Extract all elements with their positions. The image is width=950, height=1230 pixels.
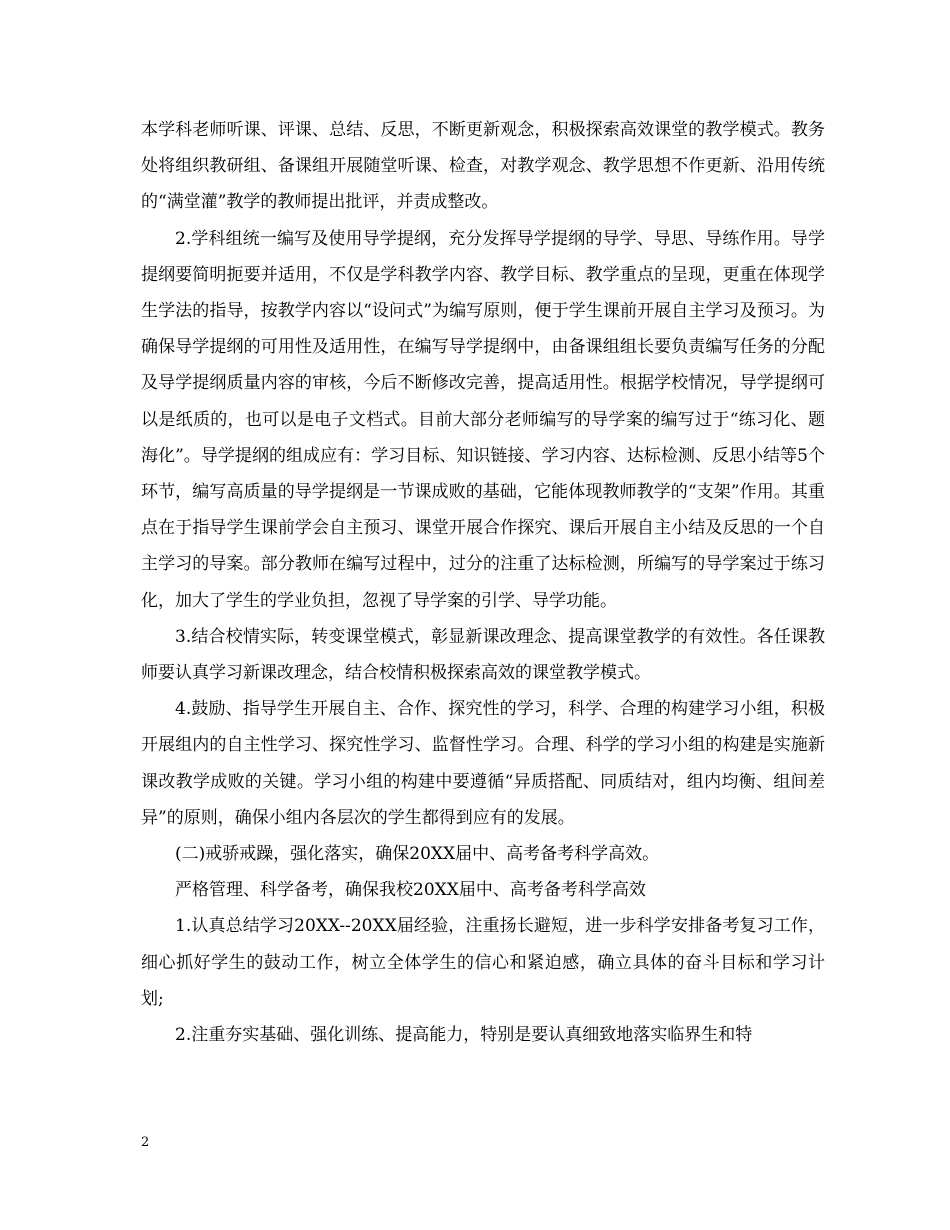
paragraph-classroom-mode: 3.结合校情实际，转变课堂模式，彰显新课改理念、提高课堂教学的有效性。各任课教师要认真学习新课改理念，结合校情积极探索高效的课堂教学模式。 [141,626,825,684]
paragraph-observation: 本学科老师听课、评课、总结、反思，不断更新观念，积极探索高效课堂的教学模式。教务处将组织教研组、备课组开展随堂听课、检查，对教学观念、教学思想不作更新、沿用传统的“满堂灌”教学的教师提出批评，并责成整改。 [141,120,825,213]
document-body [141,112,825,1053]
paragraph-study-groups: 4.鼓励、指导学生开展自主、合作、探究性的学习，科学、合理的构建学习小组，积极开展组内的自主性学习、探究性学习、监督性学习。合理、科学的学习小组的构建是实施新课改教学成败的关键。学习小组的构建中要遵循“异质搭配、同质结对，组内均衡、组间差异”的原则，确保小组内各层次的学生都得到应有的发展。 [141,699,825,828]
paragraph-summary-experience: 1.认真总结学习20XX--20XX届经验，注重扬长避短，进一步科学安排备考复习工作，细心抓好学生的鼓动工作，树立全体学生的信心和紧迫感，确立具体的奋斗目标和学习计划; [141,916,825,1009]
section-heading-exam-prep: (二)戒骄戒躁，强化落实，确保20XX届中、高考备考科学高效。 [175,844,660,865]
paragraph-consolidate-basics: 2.注重夯实基础、强化训练、提高能力，特别是要认真细致地落实临界生和特 [175,1025,753,1046]
paragraph-study-outline: 2.学科组统一编写及使用导学提纲，充分发挥导学提纲的导学、导思、导练作用。导学提纲要简明扼要并适用，不仅是学科教学内容、教学目标、教学重点的呈现，更重在体现学生学法的指导，按教学内容以“设问式”为编写原则，便于学生课前开展自主学习及预习。为确保导学提纲的可用性及适用性，在编写导学提纲中，由备课组组长要负责编写任务的分配及导学提纲质量内容的审核，今后不断修改完善，提高适用性。根据学校情况，导学提纲可以是纸质的，也可以是电子文档式。目前大部分老师编写的导学案的编写过于“练习化、题海化”。导学提纲的组成应有：学习目标、知识链接、学习内容、达标检测、反思小结等5个环节，编写高质量的导学提纲是一节课成败的基础，它能体现教师教学的“支架”作用。其重点在于指导学生课前学会自主预习、课堂开展合作探究、课后开展自主小结及反思的一个自主学习的导案。部分教师在编写过程中，过分的注重了达标检测，所编写的导学案过于练习化，加大了学生的学业负担，忽视了导学案的引学、导学功能。 [141,228,825,611]
paragraph-strict-management: 严格管理、科学备考，确保我校20XX届中、高考备考科学高效 [175,880,646,901]
page-number: 2 [141,1135,150,1150]
